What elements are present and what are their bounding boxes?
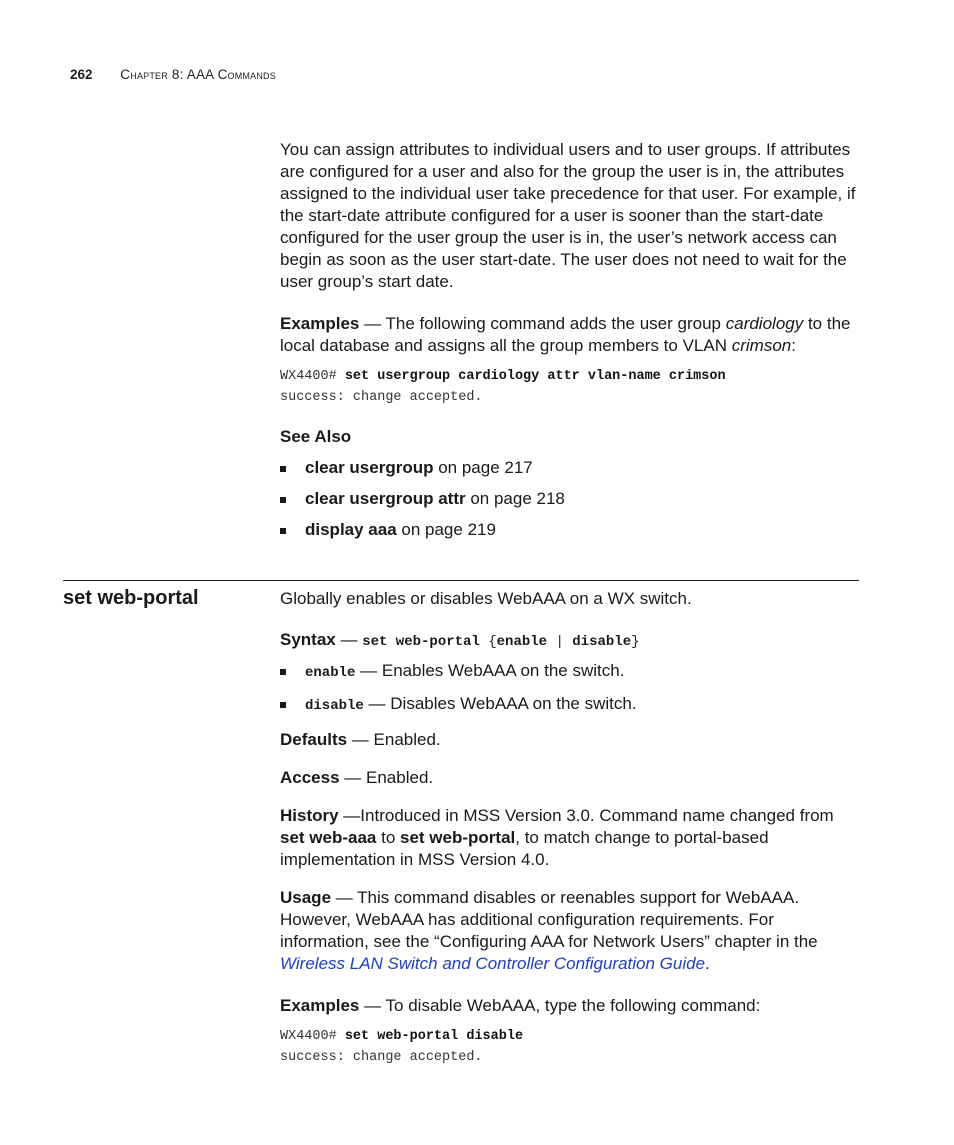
see-also-list bbox=[280, 457, 860, 541]
history-paragraph: History —Introduced in MSS Version 3.0. Command name changed from set web-aaa to set web-portal, to match change to portal-based implementation in MSS Version 4.0. bbox=[280, 806, 834, 869]
syntax-command: set web-portal bbox=[362, 634, 480, 650]
usage-paragraph: Usage — This command disables or reenables support for WebAAA. However, WebAAA has additional configuration requirements. For information, see the “Configuring AAA for Network Users” chapter in the Wireless LAN Switch and Controller Configuration Guide. bbox=[280, 888, 818, 973]
code-line-command: WX4400# set usergroup cardiology attr vlan-name crimson bbox=[280, 369, 726, 384]
configuration-guide-link[interactable]: Wireless LAN Switch and Controller Configuration Guide bbox=[280, 954, 706, 973]
syntax-label: Syntax bbox=[280, 630, 336, 649]
see-also-title: See Also bbox=[280, 427, 352, 446]
option-item: disable — Disables WebAAA on the switch. bbox=[280, 693, 860, 717]
group-name: cardiology bbox=[725, 314, 804, 333]
see-also-item[interactable]: clear usergroup attr on page 218 bbox=[280, 488, 860, 510]
section-divider bbox=[63, 580, 859, 581]
examples-label: Examples bbox=[280, 314, 360, 333]
examples-section-1 bbox=[280, 313, 860, 357]
code-line-output: success: change accepted. bbox=[280, 390, 483, 405]
intro-section bbox=[280, 139, 860, 293]
section-title: set web-portal bbox=[63, 587, 199, 609]
access-line: Access — Enabled. bbox=[280, 768, 434, 787]
section-description: Globally enables or disables WebAAA on a WX switch. bbox=[280, 589, 692, 608]
see-also-item[interactable]: clear usergroup on page 217 bbox=[280, 457, 860, 479]
option-list bbox=[280, 660, 860, 717]
intro-paragraph: You can assign attributes to individual users and to user groups. If attributes are configured for a user and also for the group the user is in, the attributes assigned to the individual user take precedence for that user. For example, if the start-date attribute configured for a user is sooner than the start-date configured for the user group the user is in, the user’s network access can begin as soon as the user start-date. The user does not need to wait for the user group’s start date. bbox=[280, 140, 856, 291]
see-also-section bbox=[280, 426, 860, 448]
code-block-2 bbox=[280, 1026, 860, 1068]
code-line-command: WX4400# set web-portal disable bbox=[280, 1029, 524, 1044]
option-item: enable — Enables WebAAA on the switch. bbox=[280, 660, 860, 684]
examples-paragraph: Examples — The following command adds the user group cardiology to the local database and assigns all the group members to VLAN crimson: bbox=[280, 314, 851, 355]
see-also-item[interactable]: display aaa on page 219 bbox=[280, 519, 860, 541]
page-header bbox=[70, 67, 276, 82]
page-number: 262 bbox=[70, 67, 93, 82]
examples-section-2: Examples — To disable WebAAA, type the following command: bbox=[280, 996, 761, 1015]
vlan-name: crimson bbox=[731, 336, 792, 355]
defaults-line: Defaults — Enabled. bbox=[280, 730, 441, 749]
code-line-output: success: change accepted. bbox=[280, 1050, 483, 1065]
chapter-title: Chapter 8: AAA Commands bbox=[120, 67, 276, 82]
syntax-line: Syntax — set web-portal {enable | disable} bbox=[280, 630, 640, 650]
code-block-1 bbox=[280, 366, 860, 408]
